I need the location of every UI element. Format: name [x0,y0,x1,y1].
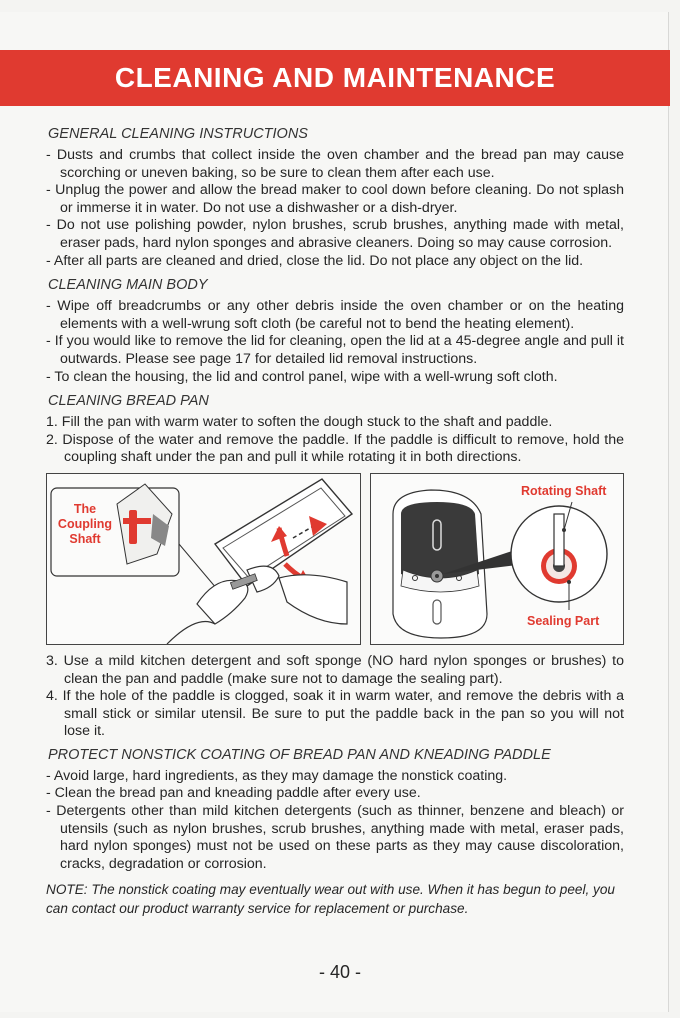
page-title-banner [0,50,670,106]
sealing-part-label: Sealing Part [527,613,600,628]
label-line: Coupling [57,516,113,531]
figure-rotating-shaft [370,473,624,645]
step-item: 4. If the hole of the paddle is clogged, soak it in warm water, and remove the debris with a small stick or similar utensil. Be sure to put the paddle back in the pan so you will not lose it. [46,688,624,740]
list-item: - If you would like to remove the lid for cleaning, open the lid at a 45-degree angle and pull it outwards. Please see page 17 for detailed lid removal instructions. [46,333,624,367]
step-item: 3. Use a mild kitchen detergent and soft sponge (NO hard nylon sponges or brushes) to clean the pan and paddle (make sure not to damage the sealing part). [46,652,624,687]
page-title: CLEANING AND MAINTENANCE [114,62,556,93]
coupling-shaft-label [55,502,115,547]
list-item: - Wipe off breadcrumbs or any other debris inside the oven chamber or on the heating elements with a well-wrung soft cloth (be careful not to bend the heating element). [46,298,624,332]
bread-pan-steps-b [46,653,624,741]
heading-cleaning-main-body: CLEANING MAIN BODY [48,277,208,294]
content-area [46,126,624,918]
list-item: - Clean the bread pan and kneading paddle after every use. [46,785,421,802]
coupling-shaft-illustration [47,474,360,644]
main-body-list [46,298,624,386]
step-item: 2. Dispose of the water and remove the paddle. If the paddle is difficult to remove, hold the coupling shaft under the pan and pull it while rotating it in both directions. [46,431,624,466]
general-cleaning-list [46,147,624,270]
list-item: - Detergents other than mild kitchen detergents (such as thinner, benzene and bleach) or utensils (such as nylon brushes, scrub brushes, anything made with metal, eraser pads, hard nylon sponges) must not be used on these parts as they may cause discoloration, cracks, degradation or corrosion. [46,803,624,872]
note-text: NOTE: The nonstick coating may eventually wear out with use. When it has begun to peel, you can contact our product warranty service for replacement or purchase. [46,882,615,917]
list-item: - Dusts and crumbs that collect inside the oven chamber and the bread pan may cause scorching or uneven baking, so be sure to clean them after each use. [46,147,624,181]
list-item: - Do not use polishing powder, nylon brushes, scrub brushes, anything made with metal, eraser pads, hard nylon sponges and abrasive cleaners. Doing so may cause corrosion. [46,217,624,251]
heading-general-cleaning: GENERAL CLEANING INSTRUCTIONS [48,126,308,142]
list-item: - After all parts are cleaned and dried, close the lid. Do not place any object on the lid. [46,252,584,269]
nonstick-list [46,768,624,874]
figure-coupling-shaft [46,473,361,645]
rotating-shaft-label: Rotating Shaft [521,483,607,498]
figure-row [46,473,624,645]
heading-cleaning-bread-pan: CLEANING BREAD PAN [48,393,209,410]
bread-pan-steps-a [46,414,624,467]
list-item: - Unplug the power and allow the bread maker to cool down before cleaning. Do not splash or immerse it in water. Do not use a dishwasher or a dish-dryer. [46,182,624,216]
page-number: - 40 - [318,962,361,982]
list-item: - To clean the housing, the lid and control panel, wipe with a well-wrung soft cloth. [46,368,558,385]
step-item: 1. Fill the pan with warm water to soften the dough stuck to the shaft and paddle. [46,414,553,431]
label-line: Shaft [69,531,101,546]
label-line: The [73,501,97,516]
list-item: - Avoid large, hard ingredients, as they may damage the nonstick coating. [46,767,508,784]
heading-protect-nonstick: PROTECT NONSTICK COATING OF BREAD PAN AND KNEADING PADDLE [48,746,551,763]
